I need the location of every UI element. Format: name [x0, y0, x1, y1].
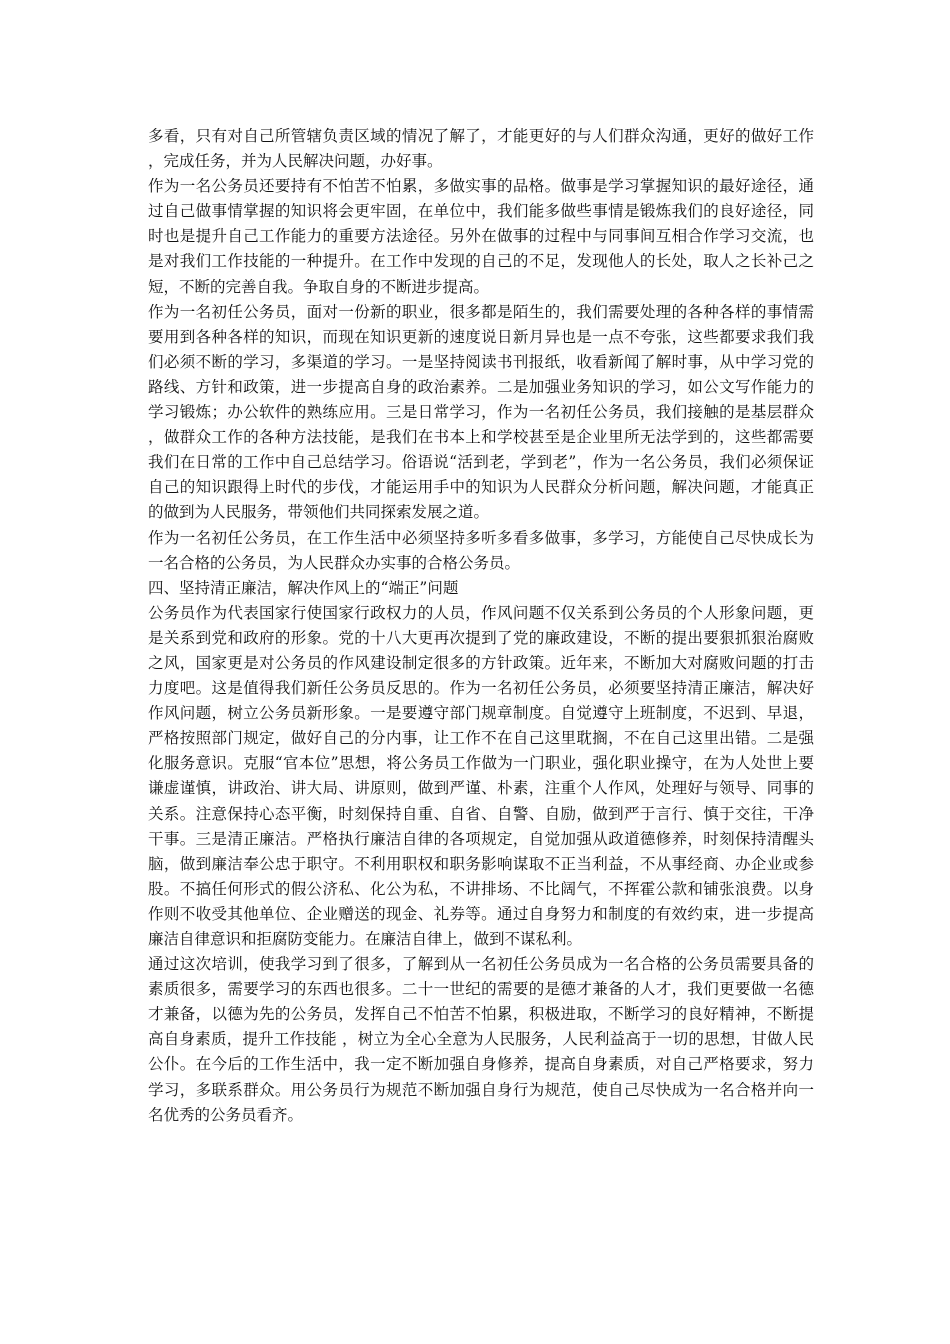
paragraph-continuation: 多看，只有对自己所管辖负责区域的情况了解了，才能更好的与人们群众沟通，更好的做好工作，完成任务，并为人民解决问题，办好事。 [148, 127, 814, 171]
paragraph-continuous-learning: 作为一名初任公务员，面对一份新的职业，很多都是陌生的，我们需要处理的各种各样的事情需要用到各种各样的知识，而现在知识更新的速度说日新月异也是一点不夸张，这些都要求我们我们必须不断的学习，多渠道的学习。一是坚持阅读书刊报纸，收看新闻了解时事，从中学习党的路线、方针和政策，进一步提高自身的政治素养。二是加强业务知识的学习，如公文写作能力的学习锻炼；办公软件的熟练应用。三是日常学习，作为一名初任公务员，我们接触的是基层群众，做群众工作的各种方法技能，是我们在书本上和学校甚至是企业里所无法学到的，这些都需要我们在日常的工作中自己总结学习。俗语说“活到老，学到老”，作为一名公务员，我们必须保证自己的知识跟得上时代的步伐，才能运用手中的知识为人民群众分析问题，解决问题，才能真正的做到为人民服务，带领他们共同探索发展之道。 [148, 302, 814, 522]
paragraph-summary: 作为一名初任公务员，在工作生活中必须坚持多听多看多做事，多学习，方能使自己尽快成长为一名合格的公务员，为人民群众办实事的合格公务员。 [148, 528, 814, 572]
section-heading: 四、坚持清正廉洁，解决作风上的“端正”问题 [148, 578, 459, 597]
paragraph-conclusion: 通过这次培训，使我学习到了很多，了解到从一名初任公务员成为一名合格的公务员需要具备的素质很多，需要学习的东西也很多。二十一世纪的需要的是德才兼备的人才，我们更要做一名德才兼备，以德为先的公务员，发挥自己不怕苦不怕累，积极进取，不断学习的良好精神，不断提高自身素质，提升工作技能 ，树立为全心全意为人民服务，人民利益高于一切的思想，甘做人民公仆。在今后的工作生活中，我一定不断加强自身修养，提高自身素质，对自己严格要求，努力学习，多联系群众。用公务员行为规范不断加强自身行为规范，使自己尽快成为一名合格并向一名优秀的公务员看齐。 [148, 955, 814, 1124]
document-body [148, 124, 814, 1128]
paragraph-hard-work: 作为一名公务员还要持有不怕苦不怕累，多做实事的品格。做事是学习掌握知识的最好途径，通过自己做事情掌握的知识将会更牢固，在单位中，我们能多做些事情是锻炼我们的良好途径，同时也是提升自己工作能力的重要方法途径。另外在做事的过程中与同事间互相合作学习交流，也是对我们工作技能的一种提升。在工作中发现的自己的不足，发现他人的长处，取人之长补己之短，不断的完善自我。争取自身的不断进步提高。 [148, 177, 814, 296]
paragraph-integrity: 公务员作为代表国家行使国家行政权力的人员，作风问题不仅关系到公务员的个人形象问题，更是关系到党和政府的形象。党的十八大更再次提到了党的廉政建设，不断的提出要狠抓狠治腐败之风，国家更是对公务员的作风建设制定很多的方针政策。近年来，不断加大对腐败问题的打击力度吧。这是值得我们新任公务员反思的。作为一名初任公务员，必须要坚持清正廉洁，解决好作风问题，树立公务员新形象。一是要遵守部门规章制度。自觉遵守上班制度，不迟到、早退，严格按照部门规定，做好自己的分内事，让工作不在自己这里耽搁，不在自己这里出错。二是强化服务意识。克服“官本位”思想，将公务员工作做为一门职业，强化职业操守，在为人处世上要谦虚谨慎，讲政治、讲大局、讲原则，做到严谨、朴素，注重个人作风，处理好与领导、同事的关系。注意保持心态平衡，时刻保持自重、自省、自警、自励，做到严于言行、慎于交往，干净干事。三是清正廉洁。严格执行廉洁自律的各项规定，自觉加强从政道德修养，时刻保持清醒头脑，做到廉洁奉公忠于职守。不利用职权和职务影响谋取不正当利益，不从事经商、办企业或参股。不搞任何形式的假公济私、化公为私，不讲排场、不比阔气，不挥霍公款和铺张浪费。以身作则不收受其他单位、企业赠送的现金、礼券等。通过自身努力和制度的有效约束，进一步提高廉洁自律意识和拒腐防变能力。在廉洁自律上，做到不谋私利。 [148, 603, 814, 948]
